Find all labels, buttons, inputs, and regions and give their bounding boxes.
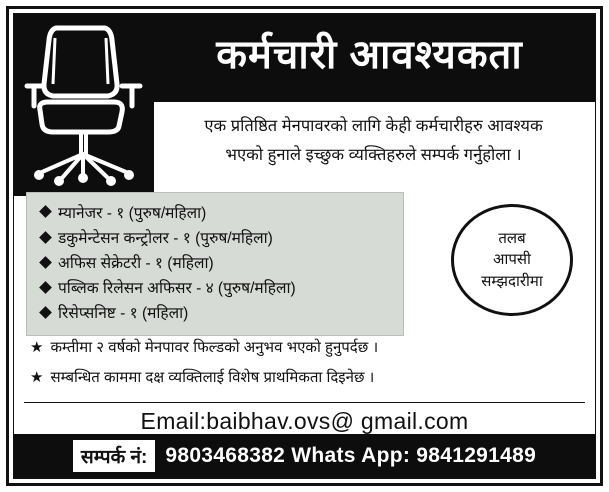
diamond-bullet-icon xyxy=(39,281,52,294)
position-label: रिसेप्सनिष्ट - १ (महिला) xyxy=(58,305,189,323)
list-item xyxy=(41,201,393,226)
list-item xyxy=(41,301,393,326)
salary-badge xyxy=(451,204,573,316)
diamond-bullet-icon xyxy=(39,231,52,244)
position-label: म्यानेजर - १ (पुरुष/महिला) xyxy=(58,205,207,222)
contact-numbers[interactable]: 9803468382 Whats App: 9841291489 xyxy=(165,444,537,467)
list-item xyxy=(41,276,393,301)
note-label: कम्तीमा २ वर्षको मेनपावर फिल्डको अनुभव भएको हुनुपर्दछ । xyxy=(50,339,379,356)
diamond-bullet-icon xyxy=(39,206,52,219)
list-item xyxy=(30,366,583,389)
chair-illustration-block xyxy=(14,14,154,196)
list-item xyxy=(41,226,393,251)
ad-inner-border xyxy=(13,13,596,479)
position-label: पब्लिक रिलेसन अफिसर - ४ (पुरुष/महिला) xyxy=(58,280,296,298)
office-chair-icon xyxy=(22,22,146,188)
positions-panel xyxy=(26,192,404,336)
note-label: सम्बन्धित काममा दक्ष व्यक्तिलाई विशेष प्राथमिकता दिइनेछ । xyxy=(50,369,375,387)
requirements-notes xyxy=(30,336,583,397)
divider xyxy=(24,402,585,403)
ad-outer-border xyxy=(6,6,603,486)
list-item xyxy=(30,336,583,359)
diamond-bullet-icon xyxy=(39,306,52,319)
salary-line-1: तलब xyxy=(498,230,526,248)
position-label: डकुमेन्टेसन कन्ट्रोलर - १ (पुरुष/महिला) xyxy=(58,230,273,248)
contact-bar xyxy=(14,434,595,478)
contact-label: सम्पर्क नं: xyxy=(73,440,155,472)
salary-line-3: सम्झदारीमा xyxy=(481,272,543,290)
intro-line-1: एक प्रतिष्ठित मेनपावरको लागि केही कर्मचारीहरु आवश्यक xyxy=(204,117,543,135)
salary-line-2: आपसी xyxy=(493,251,531,269)
star-icon: ★ xyxy=(30,369,44,387)
page-title: कर्मचारी आवश्यकता xyxy=(216,33,523,77)
intro-line-2: भएको हुनाले इच्छुक व्यक्तिहरुले सम्पर्क गर्नुहोला । xyxy=(225,145,522,164)
star-icon: ★ xyxy=(30,339,44,356)
position-label: अफिस सेक्रेटरी - १ (महिला) xyxy=(58,255,214,273)
intro-paragraph xyxy=(164,112,583,170)
list-item xyxy=(41,251,393,276)
email-address[interactable]: Email:baibhav.ovs@ gmail.com xyxy=(140,408,469,434)
diamond-bullet-icon xyxy=(39,256,52,269)
